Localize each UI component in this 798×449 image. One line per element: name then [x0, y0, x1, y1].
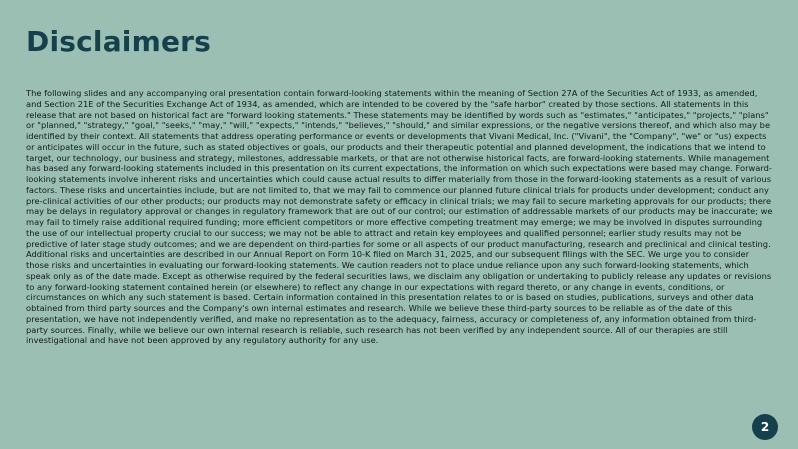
- slide-title: Disclaimers: [26, 25, 212, 58]
- disclaimer-body: The following slides and any accompanying oral presentation contain forward-looking statements within the meaning of Section 27A of the Securities Act of 1933, as amended, and Section 21E of the Securities Exchange Act of 1934, as amended, which are intended to be covered by the "safe harbor" created by those sections. All statements in this release that are not based on historical fact are "forward looking statements." These statements may be identified by words such as "estimates," "anticipates," "projects," "plans" or "planned," "strategy," "goal," "seeks," "may," "will," "expects," "intends," "believes," "should," and similar expressions, or the negative versions thereof, and which also may be identified by their context. All statements that address operating performance or events or developments that Vivani Medical, Inc. ("Vivani", the "Company", "we" or "us) expects or anticipates will occur in the future, such as stated objectives or goals, our products and their therapeutic potential and planned development, the indications that we intend to target, our technology, our business and strategy, milestones, addressable markets, or that are not otherwise historical facts, are forward-looking statements. While management has based any forward-looking statements included in this presentation on its current expectations, the information on which such expectations were based may change. Forward-looking statements involve inherent risks and uncertainties which could cause actual results to differ materially from those in the forward-looking statements as a result of various factors. These risks and uncertainties include, but are not limited to, that we may fail to commence our planned future clinical trials for products under development; conduct any pre-clinical activities of our other products; our products may not demonstrate safety or efficacy in clinical trials; we may fail to secure marketing approvals for our products; there may be delays in regulatory approval or changes in regulatory framework that are out of our control; our estimation of addressable markets of our products may be inaccurate; we may fail to timely raise additional required funding; more efficient competitors or more effective competing treatment may emerge; we may be involved in disputes surrounding the use of our intellectual property crucial to our success; we may not be able to attract and retain key employees and qualified personnel; earlier study results may not be predictive of later stage study outcomes; and we are dependent on third-parties for some or all aspects of our product manufacturing, research and preclinical and clinical testing. Additional risks and uncertainties are described in our Annual Report on Form 10-K filed on March 31, 2025, and our subsequent filings with the SEC. We urge you to consider those risks and uncertainties in evaluating our forward-looking statements. We caution readers not to place undue reliance upon any such forward-looking statements, which speak only as of the date made. Except as otherwise required by the federal securities laws, we disclaim any obligation or undertaking to publicly release any updates or revisions to any forward-looking statement contained herein (or elsewhere) to reflect any change in our expectations with regard thereto, or any change in events, conditions, or circumstances on which any such statement is based. Certain information contained in this presentation relates to or is based on studies, publications, surveys and other data obtained from third party sources and the Company's own internal estimates and research. While we believe these third-party sources to be reliable as of the date of this presentation, we have not independently verified, and make no representation as to the adequacy, fairness, accuracy or completeness of, any information obtained from third-party sources. Finally, while we believe our own internal research is reliable, such research has not been verified by any independent source. All of our therapies are still investigational and have not been approved by any regulatory authority for any use.: [26, 88, 773, 346]
- page-number-badge: 2: [752, 414, 778, 440]
